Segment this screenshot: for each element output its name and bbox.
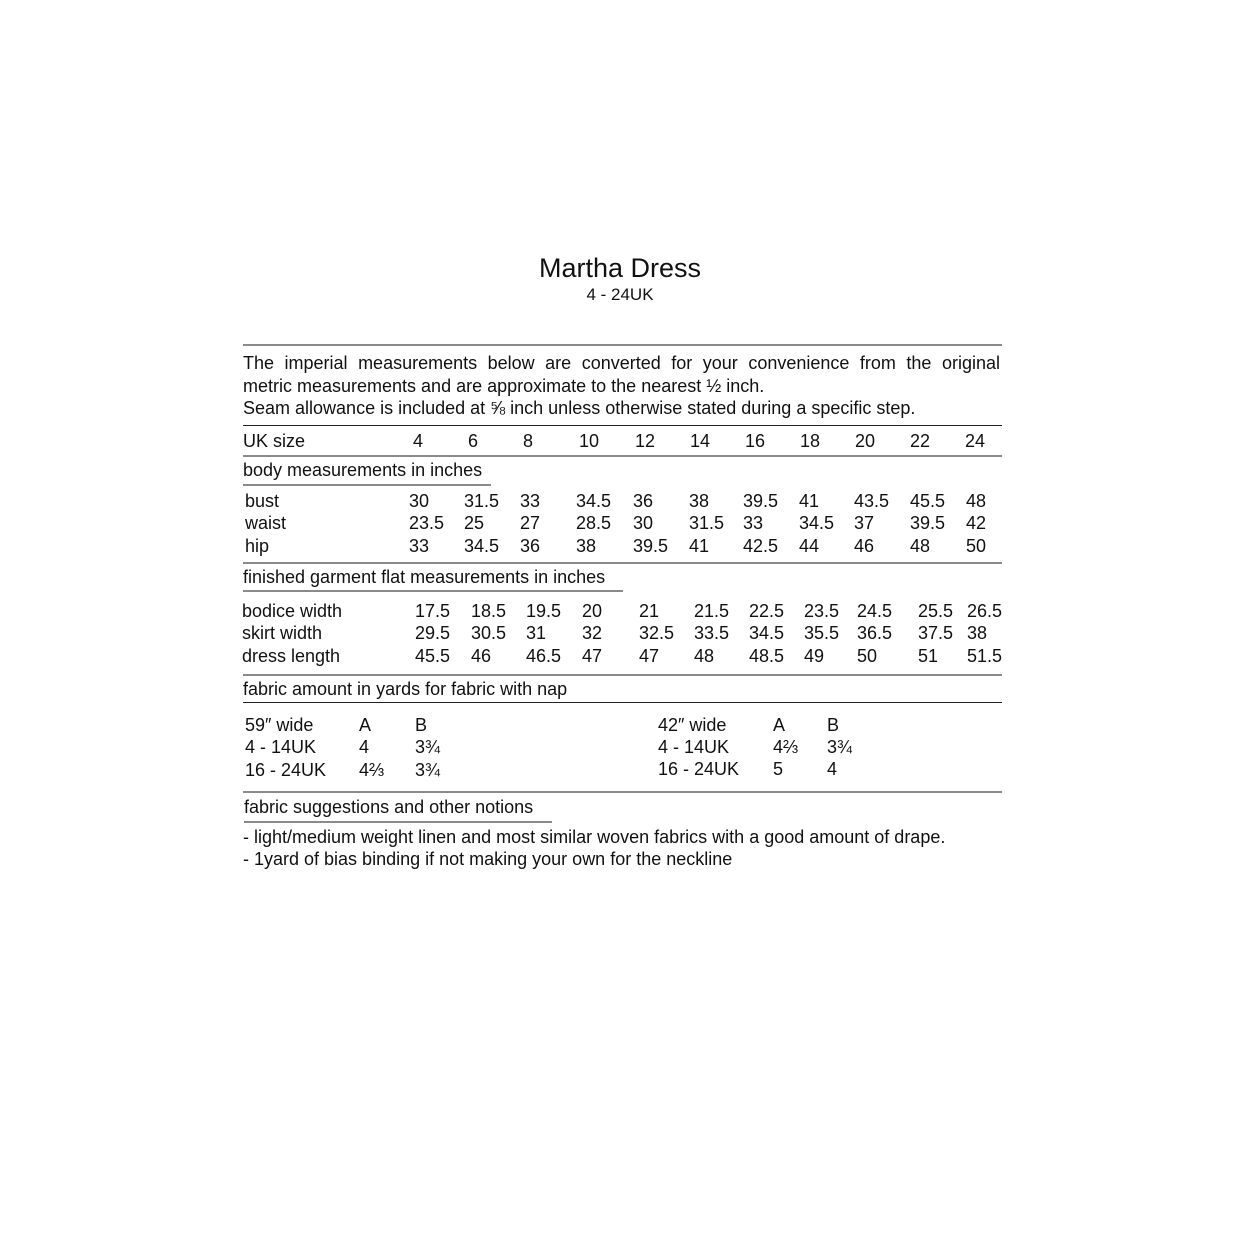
cell: 33: [743, 513, 764, 533]
size-16: 16: [745, 431, 766, 451]
cell: 23.5: [409, 513, 445, 533]
cell: 17.5: [415, 601, 451, 621]
size-22: 22: [910, 431, 931, 451]
cell: 43.5: [854, 491, 890, 511]
cell: 48.5: [749, 646, 785, 666]
row-label: skirt width: [242, 623, 323, 643]
cell: 37.5: [918, 623, 954, 643]
cell: 34.5: [464, 536, 500, 556]
row-label: bust: [245, 491, 280, 511]
cell: 48: [910, 536, 931, 556]
row-label: 16 - 24UK: [245, 760, 327, 780]
cell: 46.5: [526, 646, 562, 666]
notions-heading-underline: [244, 821, 552, 823]
finished-measurements-heading: finished garment flat measurements in inches: [243, 567, 606, 587]
cell: 51: [918, 646, 939, 666]
col-b-header: B: [415, 715, 428, 735]
cell: 39.5: [743, 491, 779, 511]
cell: 23.5: [804, 601, 840, 621]
intro-paragraph: [243, 352, 1000, 420]
cell: 34.5: [576, 491, 612, 511]
body-heading-underline: [243, 484, 491, 486]
row-label: 4 - 14UK: [658, 737, 730, 757]
cell: 46: [854, 536, 875, 556]
cell: 38: [967, 623, 988, 643]
cell: 44: [799, 536, 820, 556]
col-b-header: B: [827, 715, 840, 735]
cell: 4: [359, 737, 370, 757]
cell: 39.5: [910, 513, 946, 533]
cell: 51.5: [967, 646, 1003, 666]
cell: 31.5: [464, 491, 500, 511]
divider-body-bottom: [243, 562, 1002, 564]
cell: 3¾: [415, 760, 441, 780]
cell: 47: [582, 646, 603, 666]
cell: 35.5: [804, 623, 840, 643]
cell: 20: [582, 601, 603, 621]
divider-finished-bottom: [243, 674, 1002, 676]
cell: 33: [520, 491, 541, 511]
cell: 21: [639, 601, 660, 621]
cell: 30: [633, 513, 654, 533]
cell: 27: [520, 513, 541, 533]
notions-heading: fabric suggestions and other notions: [244, 797, 534, 817]
size-8: 8: [523, 431, 534, 451]
cell: 34.5: [799, 513, 835, 533]
cell: 42.5: [743, 536, 779, 556]
size-20: 20: [855, 431, 876, 451]
cell: 39.5: [633, 536, 669, 556]
row-label: hip: [245, 536, 270, 556]
cell: 49: [804, 646, 825, 666]
fabric-heading-underline: [243, 702, 1002, 703]
cell: 33: [409, 536, 430, 556]
cell: 5: [773, 759, 784, 779]
intro-line-2: metric measurements and are approximate to the nearest ½ inch.: [243, 375, 765, 396]
cell: 36: [633, 491, 654, 511]
cell: 31.5: [689, 513, 725, 533]
cell: 41: [799, 491, 820, 511]
cell: 37: [854, 513, 875, 533]
cell: 4: [827, 759, 838, 779]
cell: 22.5: [749, 601, 785, 621]
width-label: 42″ wide: [658, 715, 727, 735]
divider-sizes-bottom: [243, 455, 1002, 457]
row-label: 4 - 14UK: [245, 737, 317, 757]
cell: 31: [526, 623, 547, 643]
size-4: 4: [413, 431, 424, 451]
cell: 24.5: [857, 601, 893, 621]
intro-line-3: Seam allowance is included at ⅝ inch unless otherwise stated during a specific step.: [243, 398, 916, 418]
cell: 45.5: [910, 491, 946, 511]
size-12: 12: [635, 431, 656, 451]
cell: 3¾: [827, 737, 853, 757]
cell: 38: [576, 536, 597, 556]
cell: 30: [409, 491, 430, 511]
cell: 26.5: [967, 601, 1003, 621]
row-label: waist: [245, 513, 287, 533]
cell: 50: [857, 646, 878, 666]
cell: 32: [582, 623, 603, 643]
cell: 33.5: [694, 623, 730, 643]
cell: 18.5: [471, 601, 507, 621]
body-measurements-heading: body measurements in inches: [243, 460, 483, 480]
cell: 38: [689, 491, 710, 511]
cell: 41: [689, 536, 710, 556]
notion-item: - light/medium weight linen and most similar woven fabrics with a good amount of drape.: [243, 827, 946, 847]
cell: 47: [639, 646, 660, 666]
notion-item: - 1yard of bias binding if not making your own for the neckline: [243, 849, 733, 869]
width-label: 59″ wide: [245, 715, 314, 735]
size-label: UK size: [243, 431, 306, 451]
divider-fabric-bottom: [243, 791, 1002, 793]
col-a-header: A: [773, 715, 786, 735]
divider-sizes-top: [243, 425, 1002, 426]
size-24: 24: [965, 431, 986, 451]
cell: 29.5: [415, 623, 451, 643]
cell: 45.5: [415, 646, 451, 666]
size-14: 14: [690, 431, 711, 451]
cell: 34.5: [749, 623, 785, 643]
cell: 48: [966, 491, 987, 511]
cell: 4⅔: [359, 760, 385, 780]
intro-line-1: The imperial measurements below are converted for your convenience from the original: [243, 353, 1000, 373]
size-range-subtitle: 4 - 24UK: [586, 285, 654, 304]
cell: 25.5: [918, 601, 954, 621]
size-6: 6: [468, 431, 479, 451]
page-title: Martha Dress: [538, 253, 702, 283]
cell: 19.5: [526, 601, 562, 621]
fabric-amount-heading: fabric amount in yards for fabric with nap: [243, 679, 568, 699]
cell: 50: [966, 536, 987, 556]
cell: 25: [464, 513, 485, 533]
size-10: 10: [579, 431, 600, 451]
cell: 42: [966, 513, 987, 533]
cell: 32.5: [639, 623, 675, 643]
col-a-header: A: [359, 715, 372, 735]
row-label: bodice width: [242, 601, 343, 621]
cell: 28.5: [576, 513, 612, 533]
cell: 36.5: [857, 623, 893, 643]
cell: 21.5: [694, 601, 730, 621]
cell: 30.5: [471, 623, 507, 643]
cell: 4⅔: [773, 737, 799, 757]
row-label: 16 - 24UK: [658, 759, 740, 779]
row-label: dress length: [242, 646, 341, 666]
cell: 36: [520, 536, 541, 556]
cell: 48: [694, 646, 715, 666]
cell: 46: [471, 646, 492, 666]
finished-heading-underline: [243, 590, 623, 592]
cell: 3¾: [415, 737, 441, 757]
size-18: 18: [800, 431, 821, 451]
divider-top: [243, 344, 1002, 346]
